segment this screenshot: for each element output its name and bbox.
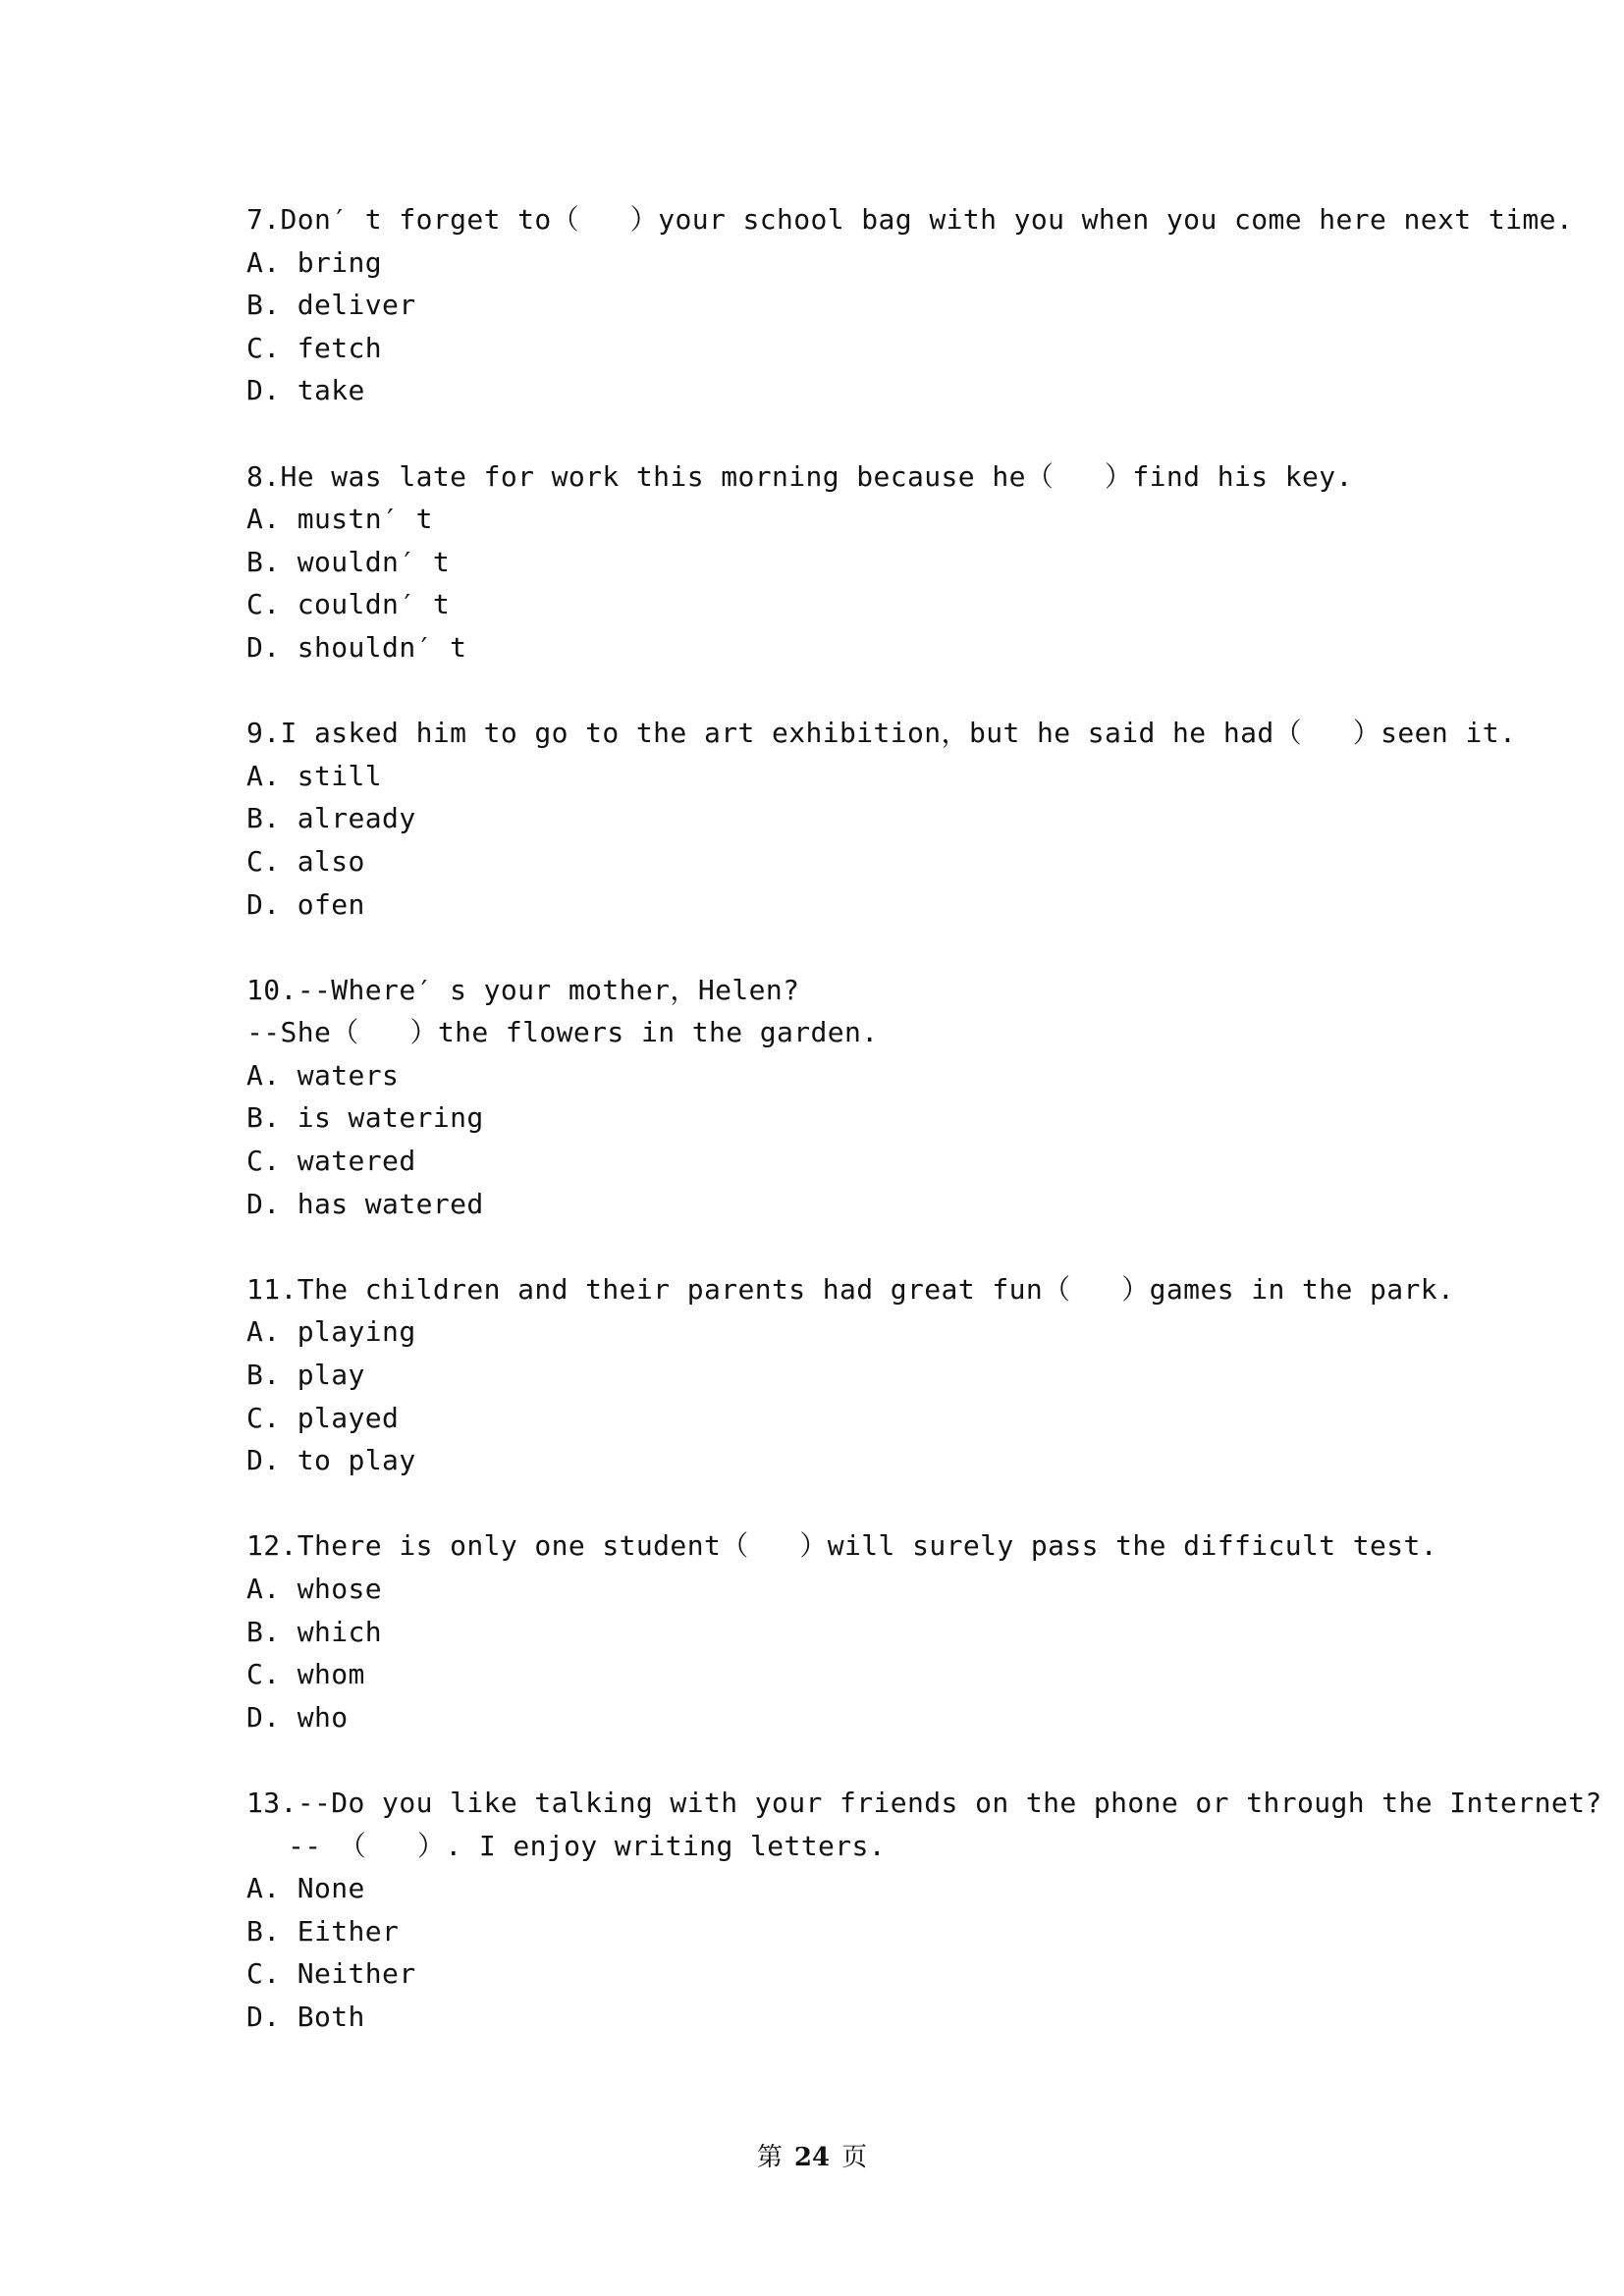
option-c: C. played xyxy=(246,1401,400,1434)
page-number: 24 xyxy=(793,2143,831,2172)
option-c: C. also xyxy=(246,844,365,878)
question-11 xyxy=(246,1268,1455,1482)
option-c: C. whom xyxy=(246,1658,365,1691)
option-c: C. watered xyxy=(246,1145,416,1178)
page-footer xyxy=(0,2140,1624,2175)
option-b: B. is watering xyxy=(246,1101,484,1135)
option-d: D. who xyxy=(246,1700,349,1734)
option-a: A. bring xyxy=(246,245,383,279)
page-label-suffix: 页 xyxy=(841,2143,868,2172)
option-c: C. couldn′ t xyxy=(246,588,451,621)
option-d: D. has watered xyxy=(246,1187,484,1220)
option-b: B. Either xyxy=(246,1914,400,1948)
question-stem: 12.There is only one student（ ）will surely pass the difficult test. xyxy=(246,1529,1438,1563)
option-d: D. to play xyxy=(246,1444,416,1477)
option-a: A. None xyxy=(246,1872,365,1905)
question-13 xyxy=(246,1782,1602,2039)
option-d: D. shouldn′ t xyxy=(246,630,467,664)
option-a: A. waters xyxy=(246,1058,400,1092)
question-10 xyxy=(246,969,1425,1226)
question-stem: 11.The children and their parents had great fun（ ）games in the park. xyxy=(246,1272,1455,1306)
option-a: A. mustn′ t xyxy=(246,503,433,536)
option-d: D. take xyxy=(246,374,365,407)
question-stem-continued: --She（ ）the flowers in the garden. xyxy=(246,1016,879,1049)
question-list xyxy=(246,198,1602,2081)
question-12 xyxy=(246,1524,1438,1738)
question-stem: 10.--Where′ s your mother，Helen? xyxy=(246,973,800,1006)
question-stem: 8.He was late for work this morning because he（ ）find his key. xyxy=(246,459,1353,493)
option-c: C. Neither xyxy=(246,1957,416,1991)
question-stem-continued: -- （ ）. I enjoy writing letters. xyxy=(288,1829,887,1862)
option-b: B. wouldn′ t xyxy=(246,545,451,578)
question-stem: 7.Don′ t forget to（ ）your school bag with you when you come here next time. xyxy=(246,203,1574,236)
option-a: A. playing xyxy=(246,1315,416,1349)
option-b: B. deliver xyxy=(246,289,416,322)
option-b: B. play xyxy=(246,1359,365,1392)
question-stem: 9.I asked him to go to the art exhibition，but he said he had（ ）seen it. xyxy=(246,717,1517,750)
page-label-prefix: 第 xyxy=(756,2143,783,2172)
option-b: B. already xyxy=(246,802,416,835)
option-a: A. whose xyxy=(246,1573,383,1605)
question-9 xyxy=(246,712,1517,926)
option-c: C. fetch xyxy=(246,331,383,364)
option-a: A. still xyxy=(246,759,383,792)
option-b: B. which xyxy=(246,1615,383,1648)
option-d: D. ofen xyxy=(246,887,365,921)
question-7 xyxy=(246,198,1574,412)
question-stem: 13.--Do you like talking with your friends on the phone or through the Internet? xyxy=(246,1786,1602,1819)
question-8 xyxy=(246,455,1425,669)
option-d: D. Both xyxy=(246,2000,365,2033)
